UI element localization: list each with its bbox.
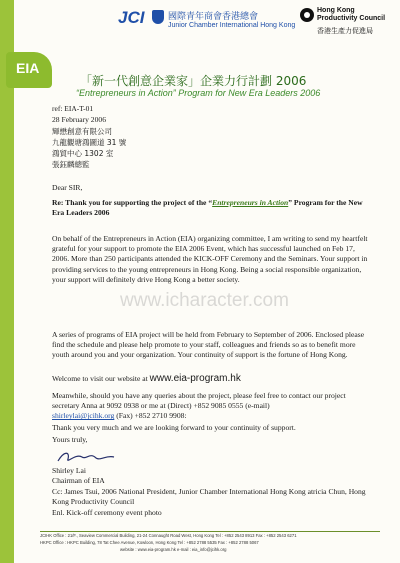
watermark: www.icharacter.com — [120, 290, 289, 311]
jci-chinese-name: 國際青年商會香港總會 — [168, 11, 259, 21]
paragraph-1: On behalf of the Entrepreneurs in Action (EIA) organizing committee, I am writing to send my heartfelt grateful for your support to promote the EIA 2006 Event, which has successful launched on Feb 17, 2006. More than 250 participants attended the KICK-OFF Ceremony and the Seminars. Your support in providing services to the young entrepreneurs in Hong Kong. Being a social responsible organization, your support will definitely drive Hong Kong a better society. — [52, 234, 368, 284]
salutation: Dear SIR, — [52, 183, 83, 192]
address-line: 九龍觀塘鴻圖道 31 號 — [52, 138, 127, 147]
subject-line: Re: Thank you for supporting the project of the “Entrepreneurs in Action” Program for the New Era Leaders 2006 — [52, 198, 363, 218]
footer-jcihk: JCIHK Office : 21/F., Seaview Commercial Building, 21-24 Connaught Road West, Hong Kong Tel : +852 2543 8913 Fax : +852 2543 6271 — [40, 533, 297, 538]
hkpc-chinese-name: 香港生產力促進局 — [317, 28, 373, 35]
program-title-english: “Entrepreneurs in Action” Program for New Era Leaders 2006 — [76, 88, 321, 98]
cc-line: Cc: James Tsui, 2006 National President, Junior Chamber International Hong Kong atricia Chun, Hong Kong Productivity Council — [52, 487, 366, 507]
closing: Yours truly, — [52, 435, 88, 444]
address-line: 鴻貿中心 1302 室 — [52, 149, 114, 158]
footer-divider — [40, 531, 380, 532]
signer-name: Shirley Lai — [52, 466, 86, 475]
website-line: Welcome to visit our website at www.eia-program.hk — [52, 373, 241, 384]
paragraph-3: Meanwhile, should you have any queries about the project, please feel free to contact our project secretary Anna at 9092 0938 or me at (Direct) +852 9085 0555 (e-mail) shirleylai@jcihk.org (Fax) +852 2710 9908: — [52, 391, 346, 421]
email-link[interactable]: shirleylai@jcihk.org — [52, 411, 115, 421]
thanks-line: Thank you very much and we are looking forward to your continuity of support. — [52, 423, 296, 432]
website-link[interactable]: www.eia-program.hk — [149, 373, 241, 384]
program-title-chinese: 「新一代創意企業家」企業力行計劃 2006 — [80, 74, 307, 88]
letter-date: 28 February 2006 — [52, 115, 106, 124]
signer-title: Chairman of EIA — [52, 476, 105, 485]
hkpc-logo — [300, 6, 396, 40]
shield-icon — [152, 10, 164, 24]
jci-mark: JCI — [118, 8, 145, 27]
footer-website: website : www.eia-program.hk e-mail : eia_info@jcihk.org — [120, 547, 227, 552]
jci-logo — [118, 6, 296, 40]
footer-hkpc: HKPC Office : HKPC Building, 78 Tat Chee Avenue, Kowloon, Hong Kong Tel : +852 2788 5535 Fax : +852 2788 5067 — [40, 540, 259, 545]
address-line: 輝懋創意有限公司 — [52, 127, 112, 136]
hkpc-emblem-icon — [300, 8, 314, 22]
address-line: 張鈺麟總監 — [52, 160, 90, 169]
jci-english-name: Junior Chamber International Hong Kong — [168, 22, 296, 29]
reference-number: ref: EIA-T-01 — [52, 104, 94, 113]
enclosure-line: Enl. Kick-off ceremony event photo — [52, 508, 162, 517]
hkpc-english-name: Hong Kong Productivity Council — [317, 7, 386, 22]
signature — [56, 449, 116, 465]
paragraph-2: A series of programs of EIA project will be held from February to September of 2006. Enclosed please find the schedule and please help promote to your staff, colleagues and friends so as to benefit more youth around you and your organization. Your continuity of support is the fortune of Hong Kong. — [52, 330, 365, 360]
eia-logo: EIA — [6, 52, 52, 88]
